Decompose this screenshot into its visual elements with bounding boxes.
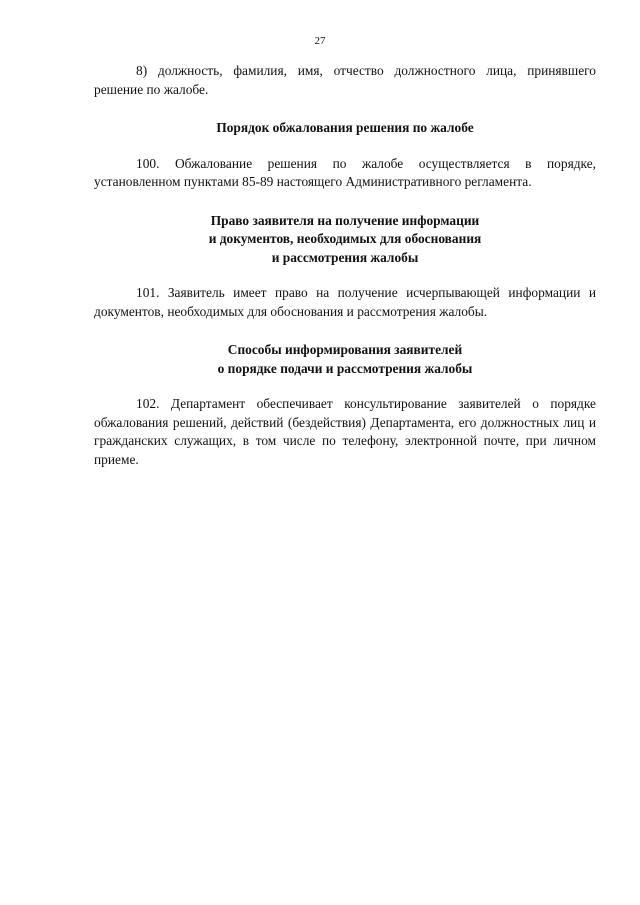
heading-line: и документов, необходимых для обоснования <box>208 231 482 246</box>
paragraph-101: 101. Заявитель имеет право на получение исчерпывающей информации и документов, необходимых для обоснования и рассмотрения жалобы. <box>94 285 596 319</box>
page-number: 27 <box>314 35 326 47</box>
heading-right-to-information <box>94 212 596 268</box>
heading-informing-methods <box>94 341 596 378</box>
heading-line: Право заявителя на получение информации <box>210 212 480 228</box>
paragraph-100: 100. Обжалование решения по жалобе осуществляется в порядке, установленном пунктами 85-89 настоящего Административного регламента. <box>94 155 596 189</box>
heading-line: о порядке подачи и рассмотрения жалобы <box>217 360 473 376</box>
heading-line: Порядок обжалования решения по жалобе <box>216 120 474 135</box>
heading-appeal-procedure <box>94 119 596 138</box>
paragraph-102: 102. Департамент обеспечивает консультирование заявителей о порядке обжалования решений, действий (бездействия) Департамента, его должностных лиц и гражданских служащих, в том числе по телефону, электронной почте, при личном приеме. <box>94 396 596 467</box>
paragraph-8: 8) должность, фамилия, имя, отчество должностного лица, принявшего решение по жалобе. <box>94 63 596 97</box>
document-body <box>94 62 596 469</box>
heading-line: и рассмотрения жалобы <box>271 249 419 265</box>
heading-line: Способы информирования заявителей <box>227 342 463 357</box>
